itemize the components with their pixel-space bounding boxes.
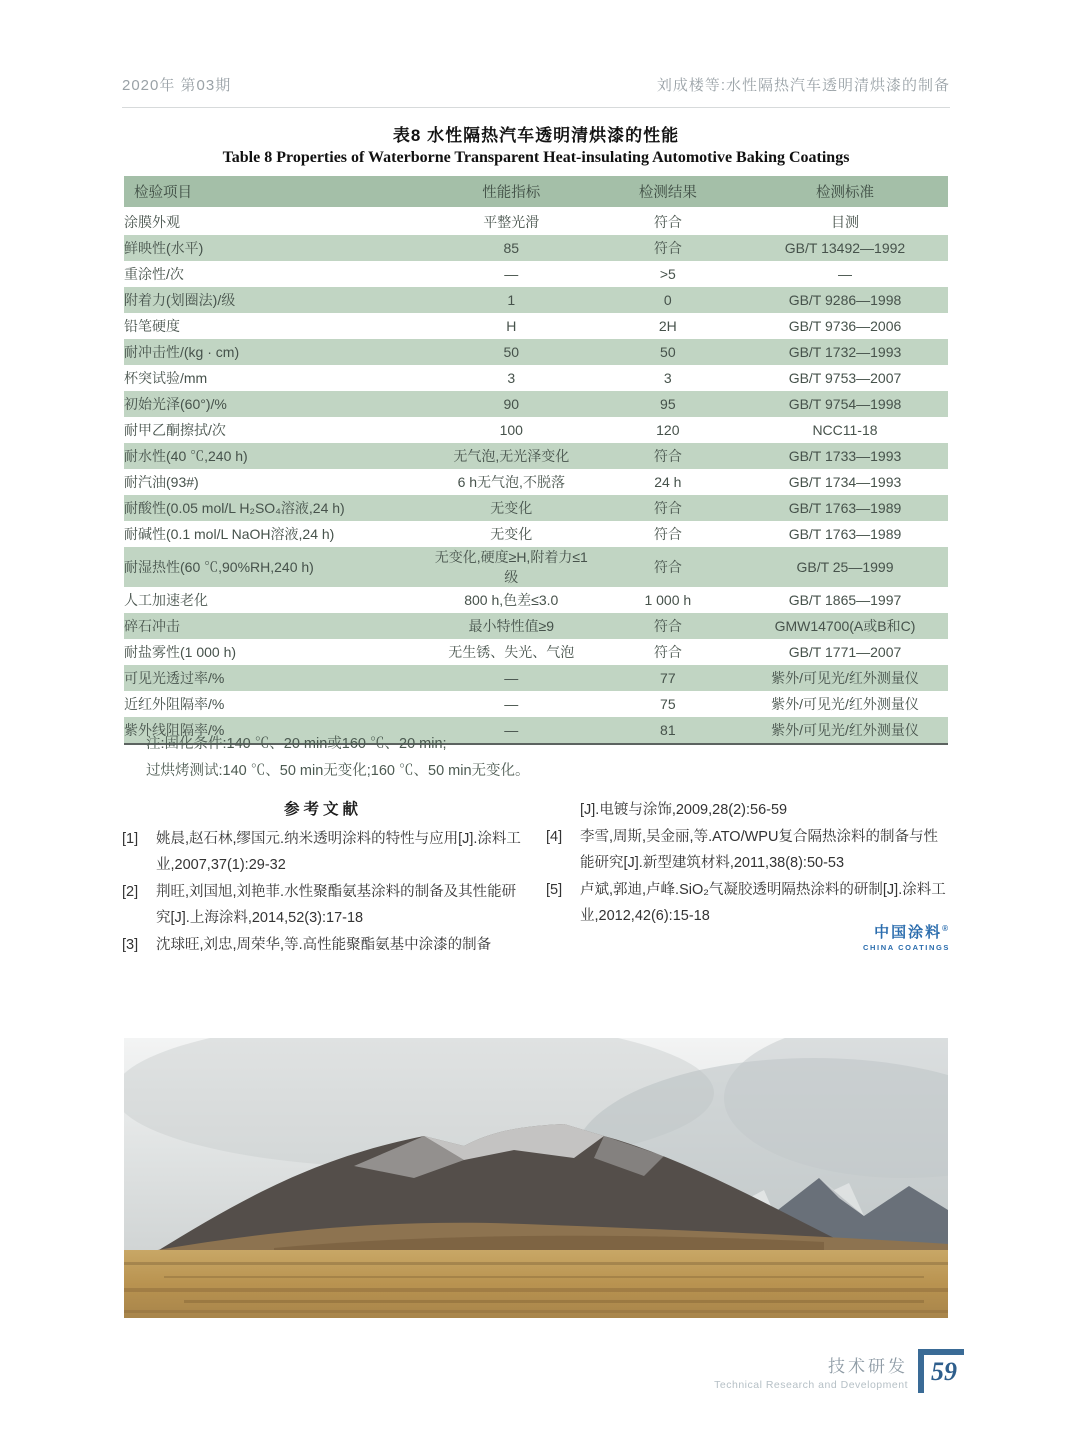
table-row bbox=[124, 208, 948, 235]
table-head bbox=[124, 176, 948, 208]
table-cell: 鲜映性(水平) bbox=[124, 235, 429, 261]
table-cell: — bbox=[429, 717, 594, 744]
col-header-standard: 检测标准 bbox=[742, 176, 948, 208]
table-row bbox=[124, 665, 948, 691]
table-cell: GB/T 1763—1989 bbox=[742, 495, 948, 521]
table-row bbox=[124, 613, 948, 639]
table-cell: — bbox=[837, 266, 852, 282]
table-cell: 耐甲乙酮擦拭/次 bbox=[124, 422, 226, 438]
reference-item bbox=[546, 797, 950, 823]
table-cell: 75 bbox=[660, 696, 676, 712]
table-cell: 最小特性值≥9 bbox=[429, 613, 594, 639]
table-row bbox=[124, 443, 948, 469]
table-cell: GMW14700(A或B和C) bbox=[742, 613, 948, 639]
page-number: 59 bbox=[931, 1357, 957, 1386]
registered-mark: ® bbox=[942, 924, 950, 933]
table-row bbox=[124, 365, 948, 391]
table-cell: GB/T 1732—1993 bbox=[742, 339, 948, 365]
table-title-zh: 表8 水性隔热汽车透明清烘漆的性能 bbox=[392, 126, 680, 145]
table-cell: 符合 bbox=[594, 235, 742, 261]
table-cell: 符合 bbox=[653, 214, 682, 230]
table-cell: 耐盐雾性(1 000 h) bbox=[124, 644, 237, 660]
table-cell: 0 bbox=[594, 287, 742, 313]
table-row bbox=[124, 639, 948, 665]
table-cell: — bbox=[429, 665, 594, 691]
table-cell: 无气泡,无光泽变化 bbox=[429, 443, 594, 469]
col-header-item: 检验项目 bbox=[124, 176, 429, 208]
note-line: 过烘烤测试:140 ℃、50 min无变化;160 ℃、50 min无变化。 bbox=[146, 763, 530, 779]
table-cell: 85 bbox=[429, 235, 594, 261]
table-cell: GB/T 1733—1993 bbox=[742, 443, 948, 469]
table-cell: GB/T 13492—1992 bbox=[742, 235, 948, 261]
landscape-photo bbox=[124, 1038, 948, 1318]
table-cell: 符合 bbox=[594, 443, 742, 469]
table-cell: 无生锈、失光、气泡 bbox=[448, 644, 575, 660]
table-cell: 附着力(划圈法)/级 bbox=[124, 287, 429, 313]
table-cell: 紫外/可见光/红外测量仪 bbox=[742, 665, 948, 691]
reference-text: 姚晨,赵石林,缪国元.纳米透明涂料的特性与应用[J].涂料工业,2007,37(1):29-32 bbox=[156, 831, 521, 873]
table-cell: 耐酸性(0.05 mol/L H₂SO₄溶液,24 h) bbox=[124, 495, 429, 521]
table-cell: H bbox=[506, 318, 517, 334]
table-cell: 符合 bbox=[594, 547, 742, 587]
table-header-row bbox=[124, 176, 948, 208]
table-cell: 平整光滑 bbox=[483, 214, 540, 230]
table-cell: 1 bbox=[429, 287, 594, 313]
table-cell: 耐碱性(0.1 mol/L NaOH溶液,24 h) bbox=[124, 526, 335, 542]
table-cell: 符合 bbox=[594, 613, 742, 639]
table-cell: 50 bbox=[429, 339, 594, 365]
note-line: 注:固化条件:140 ℃、20 min或160 ℃、20 min; bbox=[146, 736, 447, 752]
table-row bbox=[124, 235, 948, 261]
reference-text: 李雪,周斯,吴金丽,等.ATO/WPU复合隔热涂料的制备与性能研究[J].新型建筑材料,2011,38(8):50-53 bbox=[580, 829, 938, 871]
table-cell: 初始光泽(60°)/% bbox=[124, 391, 429, 417]
reference-item bbox=[122, 879, 526, 931]
reference-number: [3] bbox=[122, 937, 139, 953]
table-cell: GB/T 1763—1989 bbox=[788, 526, 902, 542]
table-cell: 耐冲击性/(kg · cm) bbox=[124, 339, 429, 365]
references-left-column bbox=[122, 826, 526, 959]
footer-label-en: Technical Research and Development bbox=[714, 1379, 908, 1391]
table-cell: 800 h,色差≤3.0 bbox=[464, 592, 559, 608]
table-cell: >5 bbox=[659, 266, 676, 282]
table-row bbox=[124, 521, 948, 547]
table-cell: NCC11-18 bbox=[812, 422, 878, 438]
table-cell: 铅笔硬度 bbox=[124, 318, 180, 334]
table-cell: 紫外线阻隔率/% bbox=[124, 717, 429, 744]
table-cell: 碎石冲击 bbox=[124, 613, 429, 639]
table-row bbox=[124, 339, 948, 365]
reference-text: 卢斌,郭迪,卢峰.SiO₂气凝胶透明隔热涂料的研制[J].涂料工业,2012,42(6):15-18 bbox=[580, 882, 946, 924]
table-cell: GB/T 9736—2006 bbox=[788, 318, 902, 334]
table-row bbox=[124, 417, 948, 443]
reference-number: [2] bbox=[122, 884, 139, 900]
table-cell: 95 bbox=[594, 391, 742, 417]
table-cell: 77 bbox=[594, 665, 742, 691]
table-cell: 无变化 bbox=[490, 526, 533, 542]
table-cell: 近红外阻隔率/% bbox=[124, 696, 225, 712]
table-cell: — bbox=[504, 696, 519, 712]
table-cell: GB/T 1865—1997 bbox=[788, 592, 902, 608]
table-cell: 6 h无气泡,不脱落 bbox=[457, 474, 565, 490]
reference-number: [5] bbox=[546, 882, 563, 898]
reference-text: [J].电镀与涂饰,2009,28(2):56-59 bbox=[580, 802, 788, 818]
table-cell: 120 bbox=[656, 422, 680, 438]
table-cell: GB/T 1771—2007 bbox=[788, 644, 902, 660]
footer-label-zh: 技术研发 bbox=[828, 1357, 908, 1376]
references-heading: 参考文献 bbox=[283, 801, 362, 818]
table-notes bbox=[146, 731, 946, 785]
reference-item bbox=[122, 932, 526, 958]
table-cell: GB/T 9286—1998 bbox=[742, 287, 948, 313]
table-body bbox=[124, 208, 948, 744]
reference-text: 荆旺,刘国旭,刘艳菲.水性聚酯氨基涂料的制备及其性能研究[J].上海涂料,2014,52(3):17-18 bbox=[156, 884, 517, 926]
table-cell: GB/T 1734—1993 bbox=[788, 474, 902, 490]
table-row bbox=[124, 313, 948, 339]
mountain-photo-graphic bbox=[124, 1038, 948, 1318]
table-cell: 100 bbox=[499, 422, 523, 438]
table-cell: GB/T 25—1999 bbox=[742, 547, 948, 587]
col-header-index: 性能指标 bbox=[429, 176, 594, 208]
table-row bbox=[124, 261, 948, 287]
table-cell: 可见光透过率/% bbox=[124, 665, 429, 691]
table-cell: 3 bbox=[663, 370, 672, 386]
table-cell: 符合 bbox=[653, 526, 682, 542]
table-row bbox=[124, 391, 948, 417]
table-cell: 目测 bbox=[830, 214, 859, 230]
table-cell: GB/T 9753—2007 bbox=[788, 370, 902, 386]
table-title-en: Table 8 Properties of Waterborne Transparent Heat-insulating Automotive Baking Coatings bbox=[222, 149, 850, 166]
reference-text: 沈球旺,刘忠,周荣华,等.高性能聚酯氨基中涂漆的制备 bbox=[156, 937, 492, 953]
table-cell: 耐汽油(93#) bbox=[124, 474, 199, 490]
table-cell: 耐水性(40 ℃,240 h) bbox=[124, 443, 429, 469]
running-head bbox=[122, 74, 950, 108]
table-cell: 50 bbox=[594, 339, 742, 365]
issue-label: 2020年 第03期 bbox=[122, 77, 232, 94]
col-header-result: 检测结果 bbox=[594, 176, 742, 208]
table-cell: 无变化,硬度≥H,附着力≤1级 bbox=[429, 547, 594, 587]
table-cell: 3 bbox=[507, 370, 516, 386]
table-cell: 符合 bbox=[653, 644, 682, 660]
table-cell: 无变化 bbox=[429, 495, 594, 521]
table-cell: 符合 bbox=[594, 495, 742, 521]
table-cell: 90 bbox=[429, 391, 594, 417]
table-cell: 紫外/可见光/红外测量仪 bbox=[742, 717, 948, 744]
table-cell: 紫外/可见光/红外测量仪 bbox=[771, 696, 919, 712]
china-coatings-logo bbox=[840, 921, 950, 952]
logo-text-en: CHINA COATINGS bbox=[863, 943, 950, 952]
logo-text-zh: 中国涂料® bbox=[874, 924, 950, 941]
table-row bbox=[124, 587, 948, 613]
reference-number bbox=[546, 797, 580, 823]
table-cell: 涂膜外观 bbox=[124, 214, 180, 230]
table-cell: 81 bbox=[594, 717, 742, 744]
table-cell: 耐湿热性(60 ℃,90%RH,240 h) bbox=[124, 547, 429, 587]
page-number-box bbox=[918, 1349, 964, 1393]
properties-table-wrap bbox=[124, 176, 948, 745]
table-cell: 24 h bbox=[654, 474, 682, 490]
table-row bbox=[124, 547, 948, 587]
table-cell: 1 000 h bbox=[644, 592, 692, 608]
table-cell: 杯突试验/mm bbox=[124, 370, 208, 386]
references-right-column bbox=[546, 797, 950, 930]
table-cell: 人工加速老化 bbox=[124, 592, 208, 608]
table-cell: — bbox=[504, 266, 519, 282]
properties-table bbox=[124, 176, 948, 745]
reference-item bbox=[122, 826, 526, 878]
table-row bbox=[124, 469, 948, 495]
reference-number: [1] bbox=[122, 831, 139, 847]
table-row bbox=[124, 691, 948, 717]
table-row bbox=[124, 287, 948, 313]
table-row bbox=[124, 495, 948, 521]
table-cell: GB/T 9754—1998 bbox=[742, 391, 948, 417]
table-cell: 2H bbox=[658, 318, 677, 334]
reference-item bbox=[546, 824, 950, 876]
article-title-running: 刘成楼等:水性隔热汽车透明清烘漆的制备 bbox=[656, 77, 950, 94]
reference-number: [4] bbox=[546, 829, 563, 845]
footer-section-label bbox=[500, 1352, 908, 1391]
table-cell: 重涂性/次 bbox=[124, 266, 184, 282]
